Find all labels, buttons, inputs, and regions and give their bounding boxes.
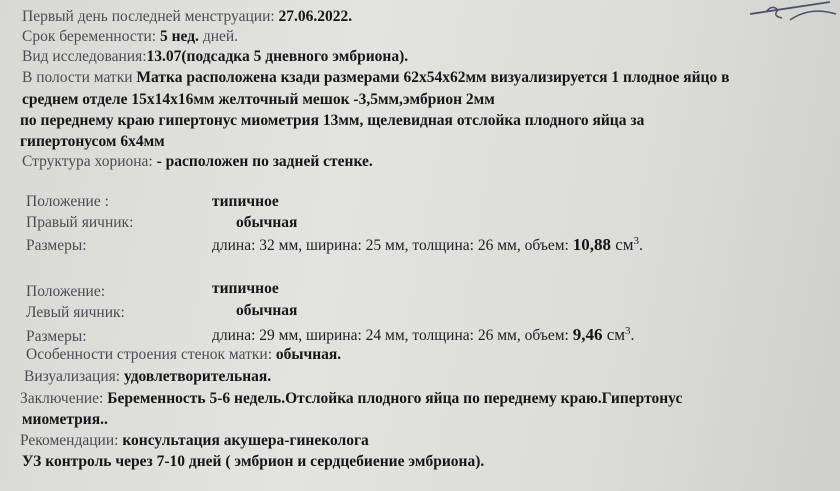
left-position-label: Положение: xyxy=(26,283,105,300)
visualization-line: Визуализация: удовлетворительная. xyxy=(24,368,272,385)
left-ovary-value: обычная xyxy=(236,302,298,319)
right-position-value: типичное xyxy=(212,193,279,210)
uterus-line-1: В полости матки Матка расположена кзади размерами 62х54х62мм визуализируется 1 плодное яйцо в xyxy=(22,69,730,86)
lmp-line: Первый день последней менструации: 27.06.2022. xyxy=(22,8,353,25)
uterus-line-3: по переднему краю гипертонус миометрия 13мм, щелевидная отслойка плодного яйца за xyxy=(20,112,645,129)
pen-mark xyxy=(670,0,840,40)
term-line: Срок беременности: 5 нед. дней. xyxy=(22,28,239,45)
left-size-value: длина: 29 мм, ширина: 24 мм, толщина: 26 мм, объем: 9,46 $см^3$. xyxy=(212,325,635,345)
left-position-value: типичное xyxy=(212,280,279,297)
right-position-label: Положение : xyxy=(26,193,109,210)
right-ovary-value: обычная xyxy=(236,214,298,231)
chorion-line: Структура хориона: - расположен по задней стенке. xyxy=(22,153,373,170)
right-size-label: Размеры: xyxy=(26,237,87,254)
conclusion-line-2: миометрия.. xyxy=(22,411,108,428)
conclusion-line: Заключение: Беременность 5-6 недель.Отслойка плодного яйца по переднему краю.Гипертонус xyxy=(20,390,683,407)
right-size-value: длина: 32 мм, ширина: 25 мм, толщина: 26 мм, объем: 10,88 $см^3$. xyxy=(212,235,643,255)
right-ovary-label: Правый яичник: xyxy=(26,214,134,231)
uterus-line-2: среднем отделе 15х14х16мм желточный мешок -3,5мм,эмбрион 2мм xyxy=(22,91,495,108)
recommendation-line: Рекомендации: консультация акушера-гинеколога xyxy=(20,432,369,449)
left-ovary-label: Левый яичник: xyxy=(26,304,125,321)
uterus-line-4: гипертонусом 6х4мм xyxy=(20,133,165,150)
walls-line: Особенности строения стенок матки: обычная. xyxy=(26,346,342,363)
left-size-label: Размеры: xyxy=(26,328,87,345)
recommendation-line-2: УЗ контроль через 7-10 дней ( эмбрион и сердцебиение эмбриона). xyxy=(22,453,485,470)
study-line: Вид исследования:13.07(подсадка 5 дневного эмбриона). xyxy=(22,48,409,65)
